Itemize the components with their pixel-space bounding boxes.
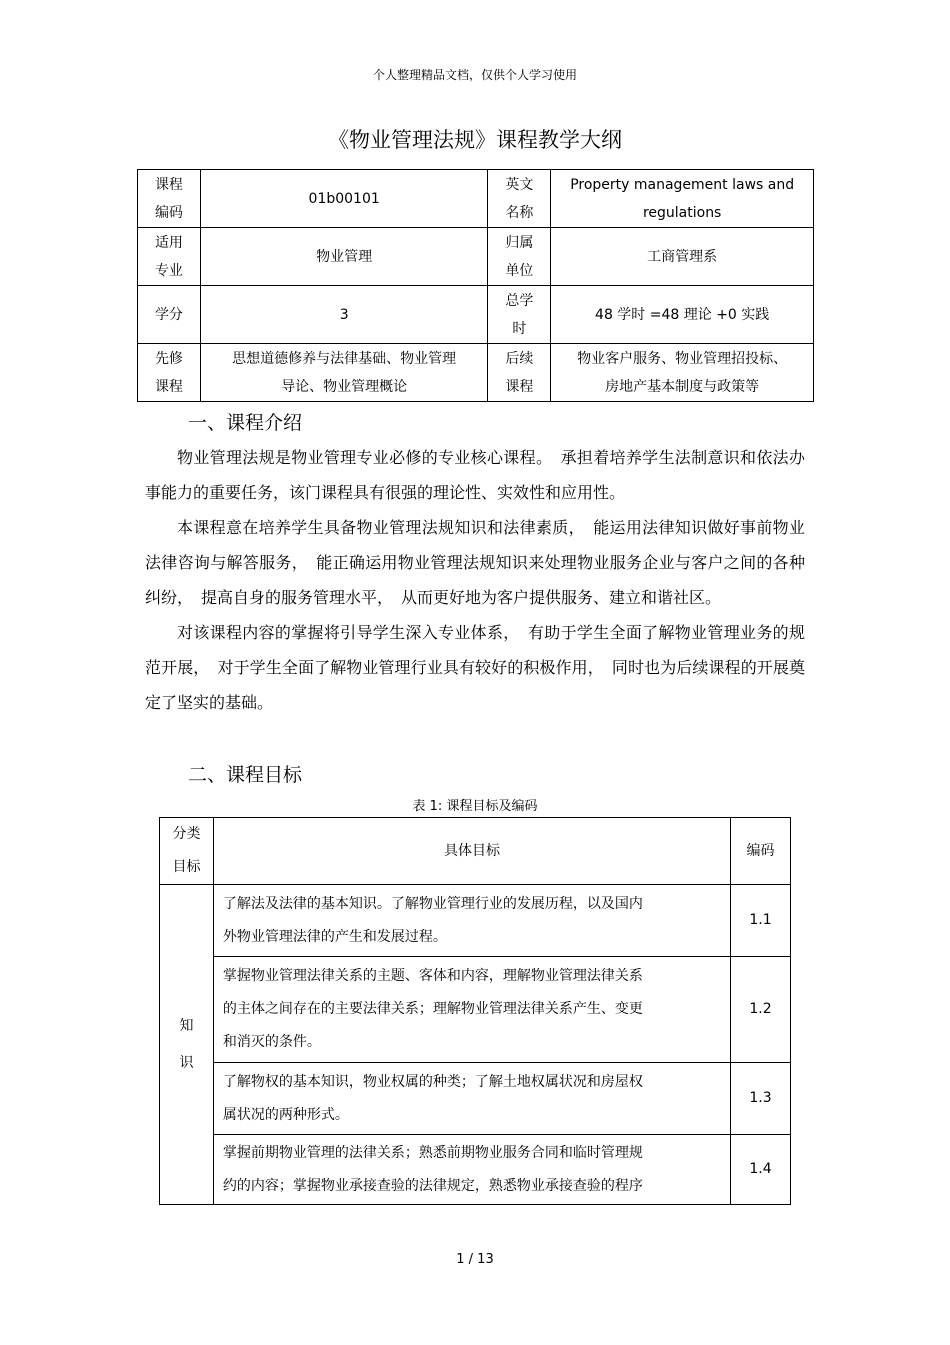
section-1-body bbox=[145, 440, 805, 720]
table-header-row bbox=[160, 818, 791, 885]
section-1-heading: 一、课程介绍 bbox=[188, 412, 303, 434]
english-name-label: 英文 名称 bbox=[488, 170, 551, 228]
paragraph: 对该课程内容的掌握将引导学生深入专业体系， 有助于学生全面了解物业管理业务的规范开展， 对于学生全面了解物业管理行业具有较好的积极作用， 同时也为后续课程的开展奠定了坚实的基础。 bbox=[145, 623, 805, 712]
hours-label: 总学 时 bbox=[488, 286, 551, 344]
section-2-heading: 二、课程目标 bbox=[188, 764, 303, 786]
goal-code: 1.4 bbox=[731, 1135, 791, 1205]
major: 物业管理 bbox=[200, 228, 488, 286]
goal-code: 1.3 bbox=[731, 1063, 791, 1135]
goal-text: 掌握物业管理法律关系的主题、客体和内容，理解物业管理法律关系 的主体之间存在的主要法律关系；理解物业管理法律关系产生、变更 和消灭的条件。 bbox=[213, 957, 730, 1063]
course-code: 01b00101 bbox=[200, 170, 488, 228]
course-code-label: 课程 编码 bbox=[138, 170, 201, 228]
goal-text: 掌握前期物业管理的法律关系；熟悉前期物业服务合同和临时管理规 约的内容；掌握物业承接查验的法律规定，熟悉物业承接查验的程序 bbox=[213, 1135, 730, 1205]
hours: 48 学时 =48 理论 +0 实践 bbox=[551, 286, 814, 344]
goal-text: 了解法及法律的基本知识。了解物业管理行业的发展历程，以及国内 外物业管理法律的产生和发展过程。 bbox=[213, 885, 730, 957]
goal-text: 了解物权的基本知识，物业权属的种类；了解土地权属状况和房屋权 属状况的两种形式。 bbox=[213, 1063, 730, 1135]
prereq-label: 先修 课程 bbox=[138, 344, 201, 402]
dept: 工商管理系 bbox=[551, 228, 814, 286]
page-number: 1 / 13 bbox=[456, 1252, 494, 1267]
credit: 3 bbox=[200, 286, 488, 344]
table-caption: 表 1: 课程目标及编码 bbox=[412, 799, 538, 814]
table-row bbox=[160, 885, 791, 957]
goal-code: 1.1 bbox=[731, 885, 791, 957]
course-info-table bbox=[137, 169, 814, 402]
paragraph: 本课程意在培养学生具备物业管理法规知识和法律素质， 能运用法律知识做好事前物业法律咨询与解答服务， 能正确运用物业管理法规知识来处理物业服务企业与客户之间的各种纠纷， 提高自身的服务管理水平， 从而更好地为客户提供服务、建立和谐社区。 bbox=[145, 518, 805, 607]
document-title: 《物业管理法规》课程教学大纲 bbox=[328, 128, 622, 152]
prereq: 思想道德修养与法律基础、物业管理 导论、物业管理概论 bbox=[200, 344, 488, 402]
table-row bbox=[160, 1063, 791, 1135]
table-row bbox=[160, 957, 791, 1063]
category-knowledge: 知 识 bbox=[160, 885, 214, 1205]
major-label: 适用 专业 bbox=[138, 228, 201, 286]
header-note: 个人整理精品文档，仅供个人学习使用 bbox=[372, 68, 577, 82]
table-row bbox=[160, 1135, 791, 1205]
followup-label: 后续 课程 bbox=[488, 344, 551, 402]
code-header: 编码 bbox=[731, 818, 791, 885]
followup: 物业客户服务、物业管理招投标、 房地产基本制度与政策等 bbox=[551, 344, 814, 402]
credit-label: 学分 bbox=[138, 286, 201, 344]
goals-table bbox=[159, 817, 791, 1205]
goal-header: 具体目标 bbox=[213, 818, 730, 885]
paragraph: 物业管理法规是物业管理专业必修的专业核心课程。 承担着培养学生法制意识和依法办事能力的重要任务，该门课程具有很强的理论性、实效性和应用性。 bbox=[145, 448, 805, 502]
category-header: 分类 目标 bbox=[160, 818, 214, 885]
goal-code: 1.2 bbox=[731, 957, 791, 1063]
english-name: Property management laws and regulations bbox=[551, 170, 814, 228]
dept-label: 归属 单位 bbox=[488, 228, 551, 286]
